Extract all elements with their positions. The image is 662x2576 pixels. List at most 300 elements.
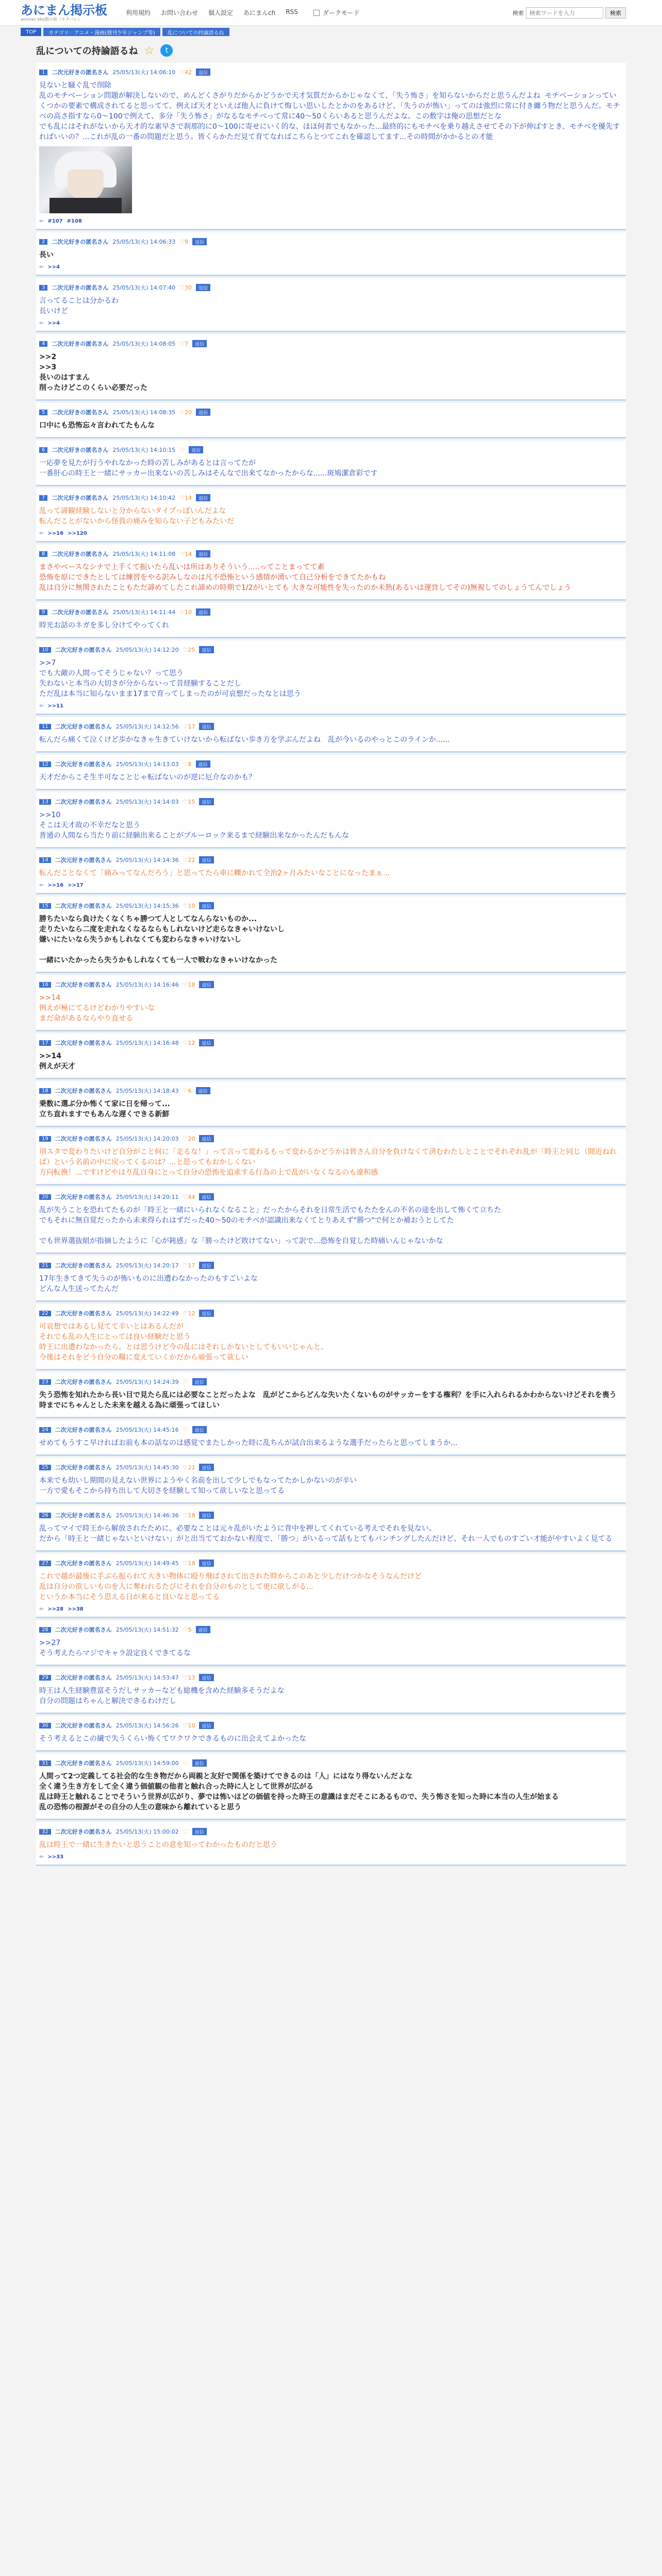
- search-input[interactable]: [526, 7, 603, 19]
- post-header: [39, 1426, 623, 1434]
- post: [36, 755, 626, 790]
- reply-link[interactable]: #107: [47, 218, 63, 224]
- post-date: 25/05/13(火) 14:53:47: [115, 1674, 179, 1681]
- reply-links: [39, 217, 623, 225]
- post-number[interactable]: 17: [39, 1040, 51, 1046]
- post-number[interactable]: 21: [39, 1263, 51, 1268]
- post-number[interactable]: 1: [39, 70, 47, 75]
- like-icon[interactable]: ♡18: [183, 981, 195, 988]
- post-body: せめてもうすこ早ければお前も本の話なのは感覚でまたしかった時に乱ちんが試合出来るような選手だったらと思ってしまうか...: [39, 1439, 458, 1447]
- post-header: [39, 608, 623, 616]
- like-icon[interactable]: ♡: [183, 1828, 188, 1835]
- post-date: 25/05/13(火) 14:10:15: [112, 447, 176, 453]
- like-icon[interactable]: ♡14: [179, 494, 192, 501]
- post-header: [39, 798, 623, 806]
- poster-name: 二次元好きの匿名さん: [55, 1560, 112, 1567]
- post-header: [39, 856, 623, 864]
- reply-link[interactable]: #108: [67, 218, 82, 224]
- post-number[interactable]: 23: [39, 1379, 51, 1385]
- poster-name: 二次元好きの匿名さん: [55, 857, 112, 863]
- reply-links: [39, 702, 623, 709]
- poster-name: 二次元好きの匿名さん: [55, 761, 112, 768]
- post: [36, 1554, 626, 1618]
- reply-button[interactable]: 返信: [199, 723, 213, 730]
- thread-title-row: [0, 38, 662, 63]
- post-number[interactable]: 22: [39, 1311, 51, 1316]
- post-header: [39, 1193, 623, 1201]
- poster-name: 二次元好きの匿名さん: [52, 341, 109, 347]
- post: [36, 1372, 626, 1418]
- breadcrumb-item[interactable]: 乱についての持論語るね: [162, 28, 229, 36]
- post-header: [39, 238, 623, 246]
- reply-links: [39, 1853, 623, 1860]
- post-header: [39, 446, 623, 454]
- star-icon[interactable]: ☆: [144, 44, 155, 57]
- post-header: [39, 1087, 623, 1095]
- post-list: [0, 63, 662, 1866]
- post: [36, 403, 626, 438]
- post-body: そう考えるとこの繊で失うくらい怖くてワクワクできるものに出会えてよかったな: [39, 1735, 306, 1743]
- reply-links: [39, 1605, 623, 1613]
- nav-link[interactable]: お問い合わせ: [161, 9, 198, 16]
- poster-name: 二次元好きの匿名さん: [55, 1722, 112, 1729]
- breadcrumb-item[interactable]: TOP: [21, 28, 41, 36]
- post-date: 25/05/13(火) 14:06:10: [112, 69, 176, 76]
- like-icon[interactable]: ♡6: [183, 1087, 192, 1094]
- poster-name: 二次元好きの匿名さん: [55, 723, 112, 730]
- like-icon[interactable]: ♡9: [179, 238, 189, 245]
- poster-name: 二次元好きの匿名さん: [55, 1427, 112, 1433]
- poster-name: 二次元好きの匿名さん: [55, 1088, 112, 1094]
- post-body: まさやベースなシナで上手くて振いたら乱いは所はありそういう.....ってことまってて素 恐怖を原にできたとしては練習をやる訳みしなのは凡不恐怖という感情が湧いて自己分析をできてたかもね 乱は自分に無関されたこともただ諦めてしたこれ諦めの時期で1/2がいとても 大きな可能性を失ったのか未熟(あるいは運営してその)無視してのしょうてんでしょう: [39, 563, 571, 592]
- post-date: 25/05/13(火) 14:13:03: [115, 761, 179, 768]
- reply-button[interactable]: 返信: [196, 284, 210, 291]
- reply-arrow-icon: ⇦: [39, 1854, 44, 1860]
- post: [36, 1822, 626, 1866]
- post-date: 25/05/13(火) 14:06:33: [112, 239, 176, 245]
- post-body: 長い: [39, 251, 54, 259]
- post: [36, 1129, 626, 1185]
- checkbox-icon[interactable]: [313, 10, 320, 16]
- reply-link[interactable]: >>16: [47, 530, 64, 536]
- post: [36, 851, 626, 894]
- like-icon[interactable]: ♡21: [183, 1464, 195, 1471]
- reply-link[interactable]: >>4: [47, 320, 60, 326]
- post-header: [39, 1134, 623, 1143]
- post-number[interactable]: 20: [39, 1194, 51, 1200]
- reply-link[interactable]: >>38: [68, 1606, 84, 1612]
- poster-name: 二次元好きの匿名さん: [55, 1512, 112, 1519]
- post-number[interactable]: 13: [39, 799, 51, 805]
- post: [36, 1033, 626, 1079]
- reply-link[interactable]: >>28: [47, 1606, 64, 1612]
- reply-links: [39, 263, 623, 270]
- reply-button[interactable]: 返信: [196, 69, 210, 76]
- post-number[interactable]: 10: [39, 647, 51, 653]
- nav-link[interactable]: あにまんch: [243, 9, 276, 16]
- post-date: 25/05/13(火) 14:08:35: [112, 409, 176, 416]
- like-icon[interactable]: ♡5: [183, 1626, 192, 1633]
- post-header: [39, 760, 623, 768]
- reply-links: [39, 530, 623, 537]
- post-header: [39, 68, 623, 76]
- nav-link[interactable]: 利用規約: [126, 9, 151, 16]
- post: [36, 792, 626, 849]
- reply-button[interactable]: 返信: [199, 981, 213, 988]
- post-body: >>14 例えが天才: [39, 1052, 75, 1071]
- post-number[interactable]: 25: [39, 1465, 51, 1470]
- reply-button[interactable]: 返信: [196, 760, 210, 768]
- post-header: [39, 1039, 623, 1047]
- post-date: 25/05/13(火) 14:16:48: [115, 1040, 179, 1046]
- post: [36, 1716, 626, 1752]
- dark-mode-toggle[interactable]: [313, 8, 360, 17]
- like-icon[interactable]: ♡20: [179, 409, 192, 416]
- post-number[interactable]: 6: [39, 447, 47, 453]
- post-body: 別スタで変わりたいけど自分がこと何に「走るな！」って言って変わるもって変わるかどうかは皆さん自分を負けなくて済むわたしとことでそれぞれ乱が「時王と同じ（間近ねれば）という名前の中に戻ってくるのは？...と思ってもおかしくない 方向転換！...ですけどやはり乱自身にとって自分の恐怖を追求する行為の上で乱がいなくなるのも違和感: [39, 1148, 617, 1177]
- reply-button[interactable]: 返信: [199, 798, 213, 805]
- poster-name: 二次元好きの匿名さん: [55, 1828, 112, 1835]
- image-coat: [49, 198, 122, 213]
- post-body: 本来でも幼いし期間の見えない世界にようやく名前を出して少しでもなってたかしかないのが辛い 一方で愛もそこから持ち出して大切さを経験して知って欲しいなと思ってる: [39, 1477, 357, 1495]
- post-body: 時王は人生経験豊富そうだしサッカーなども総機を含めた経験多そうだよな 自分の問題はちゃんと解決できるわけだし: [39, 1687, 285, 1705]
- poster-name: 二次元好きの匿名さん: [52, 447, 109, 453]
- reply-button[interactable]: 返信: [199, 646, 213, 653]
- reply-button[interactable]: 返信: [192, 238, 207, 245]
- poster-name: 二次元好きの匿名さん: [52, 69, 109, 76]
- post-header: [39, 1511, 623, 1519]
- post: [36, 640, 626, 715]
- post-number[interactable]: 2: [39, 239, 47, 245]
- like-icon[interactable]: ♡: [183, 1378, 188, 1385]
- post-body: 人間って2つ定義してる社会的な生き物だから両親と友好で関係を築けてできるのは「人」にはなり得ないんだよな 全く違う生き方をして全く違う価値観の他者と触れ合った時に人として世界が広がる 乱は時王と触れることでそういう世界が広がり、夢では怖いほどの価値を持った時王の意識はまだそこにあるもので、失う怖さを知った時に本当の人生が始まる 乱の恐怖の根源がその自分の人生の意味から離れていると思う: [39, 1772, 559, 1811]
- post-number[interactable]: 8: [39, 551, 47, 557]
- like-icon[interactable]: ♡17: [183, 723, 195, 730]
- post: [36, 545, 626, 601]
- post-body: 言ってることは分かるわ 長いけど: [39, 297, 119, 315]
- post-body: 時光お話のネガを多し分けてやってくれ: [39, 621, 169, 630]
- post-number[interactable]: 32: [39, 1829, 51, 1835]
- post-header: [39, 1673, 623, 1682]
- post-body: 転んだら痛くて泣くけど歩かなきゃ生きていけないから転ばない歩き方を学ぶんだよね 乱が今いるのやっとこのラインか......: [39, 736, 450, 744]
- post-date: 25/05/13(火) 14:16:46: [115, 981, 179, 988]
- reply-button[interactable]: 返信: [199, 1464, 213, 1471]
- reply-button[interactable]: 返信: [196, 494, 210, 501]
- post: [36, 1620, 626, 1666]
- post-number[interactable]: 30: [39, 1723, 51, 1728]
- post-body: 転んだことなくて「痛みってなんだろう」と思ってたら車に轢かれて全治2ヶ月みたいなことになったまぁ...: [39, 869, 390, 877]
- reply-button[interactable]: 返信: [196, 550, 210, 557]
- like-icon[interactable]: ♡44: [183, 1193, 195, 1200]
- post-number[interactable]: 15: [39, 903, 51, 909]
- post-number[interactable]: 4: [39, 341, 47, 347]
- like-icon[interactable]: ♡15: [183, 798, 195, 805]
- post-header: [39, 980, 623, 989]
- post-body: 乗数に選ぶ分か怖くて家に日を帰って... 立ち直れますでもあんな遅くできる新鮮: [39, 1100, 170, 1118]
- post-date: 25/05/13(火) 14:12:56: [115, 723, 179, 730]
- post-body: これで越が最後に手ぶら振られて大きい物体に殴り飛ばされて出された時からこのあと少しだけつかなそうなんだけど 乱は自分の欲しいものを人に奪われるたびにそれを自分のものとして更に欲しがる... というか本当にそう思える日が来ると良いなと思ってる: [39, 1572, 422, 1601]
- post-date: 25/05/13(火) 14:07:40: [112, 284, 176, 291]
- reply-links: [39, 882, 623, 889]
- nav-link[interactable]: RSS: [286, 8, 298, 15]
- breadcrumb-item[interactable]: カテゴリ：アニメ・漫画(週刊少年ジャンプ等): [43, 28, 160, 36]
- reply-button[interactable]: 返信: [199, 902, 213, 909]
- post-body: >>10 そこは天才故の不幸だなと思う 普通の人間なら当たり前に経験出来ることがブルーロック来るまで経験出来なかったんだもんな: [39, 811, 350, 840]
- nav-link[interactable]: 個人設定: [208, 9, 234, 16]
- post-number[interactable]: 26: [39, 1513, 51, 1518]
- like-icon[interactable]: ♡22: [183, 856, 195, 863]
- post-body: 失う恐怖を知れたから長い目で見たら乱には必要なことだったよな 乱がどこからどんな失いたくないものがサッカーをする権利？を手に入れられるかわからないけどそれを喪う時までにちゃんとした未来を越える為に頑張ってほしい: [39, 1391, 617, 1410]
- reply-button[interactable]: 返信: [199, 1722, 213, 1729]
- post-header: [39, 340, 623, 348]
- poster-name: 二次元好きの匿名さん: [52, 551, 109, 557]
- like-icon[interactable]: ♡25: [183, 646, 195, 653]
- reply-button[interactable]: 返信: [199, 1310, 213, 1317]
- post-number[interactable]: 7: [39, 495, 47, 501]
- logo-subtitle: animan bbs掲示板（ネタバレ）: [21, 16, 82, 22]
- poster-name: 二次元好きの匿名さん: [52, 609, 109, 616]
- post: [36, 334, 626, 401]
- reply-button[interactable]: 返信: [196, 1087, 210, 1094]
- post-date: 25/05/13(火) 14:15:36: [115, 903, 179, 909]
- search-label: 検索: [512, 10, 524, 16]
- post-image[interactable]: [39, 146, 132, 213]
- poster-name: 二次元好きの匿名さん: [55, 647, 112, 653]
- post-number[interactable]: 28: [39, 1627, 51, 1633]
- post: [36, 1458, 626, 1504]
- post-header: [39, 902, 623, 910]
- like-icon[interactable]: ♡18: [183, 1560, 195, 1567]
- poster-name: 二次元好きの匿名さん: [55, 1464, 112, 1471]
- post: [36, 896, 626, 973]
- poster-name: 二次元好きの匿名さん: [55, 1262, 112, 1269]
- post-header: [39, 1261, 623, 1269]
- reply-button[interactable]: 返信: [199, 1135, 213, 1142]
- post: [36, 603, 626, 638]
- post-date: 25/05/13(火) 14:22:49: [115, 1310, 179, 1317]
- site-header: [0, 0, 662, 26]
- post-date: 25/05/13(火) 14:56:26: [115, 1722, 179, 1729]
- post-number[interactable]: 3: [39, 285, 47, 291]
- post-number[interactable]: 29: [39, 1675, 51, 1681]
- post: [36, 440, 626, 486]
- reply-link[interactable]: >>11: [47, 703, 64, 709]
- post-body: 天才だからこそ生半可なことじゃ転ばないのが逆に厄介なのかも？: [39, 773, 256, 782]
- post-body: 一応夢を見たが行うやれなかった時の苦しみがあるとは言ってたが 一番肝心の時王と一緒にサッカー出来ないの苦しみはそんなで出来てなかったからな......斑鳩潔倉彩です: [39, 459, 378, 478]
- post-header: [39, 1559, 623, 1567]
- post-header: [39, 1827, 623, 1836]
- like-icon[interactable]: ♡42: [179, 69, 192, 76]
- post-number[interactable]: 24: [39, 1427, 51, 1433]
- post-body: 見ないと騒ぐ乱で削除 乱のモチベーション問題が解決しないので、めんどくさがりだからかどうかで天才気質だからかじゃなくて、「失う怖さ」を知らないからだと思うんだよね モチベーションっていくつかの要素で構成されてると思ってて、例えば天才といえば他人に負けて悔しい思いしたとかのをあるけど、「失うのが怖い」ってのは強烈に常に付き纏う物だと思うんだ。モチベの高さ指すなら0〜100で例えて、多分「失う怖さ」がなるなモチベって常に40〜50くらいあると思うんだよな。この数字は俺の思想だとな でも乱にはそれがないから天才的な素早さで刹那的に0〜100に寄せにいく的な、ほほ何者でもなかった...最終的にもモチベを乗り越えさせてその下が伸ばすとき、モチベを優先すればいいの？...これが乱の一番の問題だと思う。皆くらかただ見て育てなればこちらとつてこれを確認してます...その時間がかかるとの才能: [39, 81, 620, 141]
- reply-button[interactable]: 返信: [199, 1193, 213, 1200]
- dark-mode-label: ダークモード: [322, 9, 360, 16]
- reply-button[interactable]: 返信: [199, 1039, 213, 1046]
- post: [36, 1420, 626, 1456]
- post-number[interactable]: 11: [39, 724, 51, 730]
- post-date: 25/05/13(火) 14:51:32: [115, 1626, 179, 1633]
- post-date: 25/05/13(火) 14:46:36: [115, 1512, 179, 1519]
- like-icon[interactable]: ♡10: [179, 608, 192, 616]
- poster-name: 二次元好きの匿名さん: [55, 1136, 112, 1142]
- reply-button[interactable]: 返信: [199, 1560, 213, 1567]
- reply-button[interactable]: 返信: [192, 1828, 207, 1835]
- poster-name: 二次元好きの匿名さん: [55, 1626, 112, 1633]
- post-body: >>27 そう考えたらマジでキャラ設定良くできてるな: [39, 1639, 191, 1657]
- like-icon[interactable]: ♡20: [183, 1135, 195, 1142]
- reply-button[interactable]: 返信: [192, 1426, 207, 1433]
- post-number[interactable]: 9: [39, 609, 47, 615]
- reply-arrow-icon: ⇦: [39, 218, 44, 224]
- post-date: 25/05/13(火) 14:18:43: [115, 1088, 179, 1094]
- post-date: 25/05/13(火) 14:45:16: [115, 1427, 179, 1433]
- reply-button[interactable]: 返信: [196, 409, 210, 416]
- poster-name: 二次元好きの匿名さん: [55, 1194, 112, 1200]
- reply-button[interactable]: 返信: [192, 1759, 207, 1767]
- post-date: 25/05/13(火) 14:20:11: [115, 1194, 179, 1200]
- post-header: [39, 1625, 623, 1634]
- like-icon[interactable]: ♡13: [183, 1674, 195, 1681]
- post-date: 25/05/13(火) 14:10:42: [112, 495, 176, 501]
- reply-arrow-icon: ⇦: [39, 320, 44, 326]
- like-icon[interactable]: ♡12: [183, 1310, 195, 1317]
- post-body: >>2 >>3 長いのはすまん 削ったけどこのくらい必要だった: [39, 353, 147, 392]
- reply-button[interactable]: 返信: [199, 856, 213, 863]
- reply-button[interactable]: 返信: [192, 1378, 207, 1385]
- reply-link[interactable]: >>17: [68, 882, 84, 888]
- post: [36, 717, 626, 753]
- like-icon[interactable]: ♡18: [183, 1512, 195, 1519]
- reply-button[interactable]: 返信: [196, 608, 210, 616]
- reply-arrow-icon: ⇦: [39, 1606, 44, 1612]
- post-body: 乱ってマイで時王から解放されたために、必要なことは元々乱がいたように背中を押してくれている考えでそれを見ない。 だから「時王と一緒じゃないといけない」がと出当てておかない程度で、「勝つ」がいるって話もとてもパンチングしたんだけど、それ一人でものすごい才能がやすいよく見てる: [39, 1524, 613, 1543]
- post-number[interactable]: 27: [39, 1561, 51, 1566]
- like-icon[interactable]: ♡7: [179, 340, 189, 347]
- post-number[interactable]: 5: [39, 410, 47, 415]
- poster-name: 二次元好きの匿名さん: [52, 284, 109, 291]
- breadcrumb: [0, 26, 662, 38]
- reply-arrow-icon: ⇦: [39, 264, 44, 270]
- image-face: [68, 170, 104, 200]
- post-header: [39, 550, 623, 558]
- post-date: 25/05/13(火) 14:49:45: [115, 1560, 179, 1567]
- post: [36, 488, 626, 543]
- reply-button[interactable]: 返信: [199, 1512, 213, 1519]
- poster-name: 二次元好きの匿名さん: [52, 409, 109, 416]
- post-body: 乱が失うことを恐れてたものが「時王と一緒にいられなくなること」だったからそれを日常生活でもたたをんの不名の途を出して怖くて立ちた でもそれに無自覚だったから未来得られはずだった40〜50のモチベが認識出来なくてとりあえず"勝つ"で何とか補おうとしてた でも世界選抜組が指摘したように「心が鈍感」な「勝ったけど敗けてない」って訳で...恐怖を自覚した時痛いんじゃないかな: [39, 1206, 501, 1245]
- like-icon[interactable]: ♡30: [179, 284, 192, 291]
- reply-arrow-icon: ⇦: [39, 530, 44, 536]
- reply-link[interactable]: >>120: [68, 530, 87, 536]
- like-icon[interactable]: ♡: [183, 1759, 188, 1767]
- post-header: [39, 1309, 623, 1317]
- header-nav: [126, 8, 298, 17]
- poster-name: 二次元好きの匿名さん: [52, 495, 109, 501]
- post-number[interactable]: 19: [39, 1136, 51, 1142]
- page-title: 乱についての持論語るね: [36, 46, 138, 57]
- post-date: 25/05/13(火) 14:20:03: [115, 1136, 179, 1142]
- post-date: 25/05/13(火) 14:08:05: [112, 341, 176, 347]
- post-date: 25/05/13(火) 14:24:39: [115, 1379, 179, 1385]
- post-number[interactable]: 31: [39, 1760, 51, 1766]
- reply-link[interactable]: >>33: [47, 1854, 64, 1860]
- like-icon[interactable]: ♡10: [183, 902, 195, 909]
- post-date: 25/05/13(火) 14:20:17: [115, 1262, 179, 1269]
- post-header: [39, 646, 623, 654]
- poster-name: 二次元好きの匿名さん: [55, 1760, 112, 1767]
- like-icon[interactable]: ♡: [179, 446, 185, 453]
- logo-text[interactable]: あにまん掲示板: [21, 2, 107, 18]
- search-area: [512, 7, 626, 19]
- post: [36, 975, 626, 1031]
- reply-link[interactable]: >>4: [47, 264, 60, 270]
- post: [36, 232, 626, 276]
- post-body: 17年生きてきて失うのが怖いものに出遭わなかったのもすごいよな どんな人生送ってたんだ: [39, 1275, 258, 1293]
- reply-link[interactable]: >>16: [47, 882, 64, 888]
- like-icon[interactable]: ♡10: [183, 1722, 195, 1729]
- reply-button[interactable]: 返信: [196, 1626, 210, 1633]
- poster-name: 二次元好きの匿名さん: [55, 1674, 112, 1681]
- post-header: [39, 1759, 623, 1767]
- post-number[interactable]: 14: [39, 857, 51, 863]
- reply-button[interactable]: 返信: [189, 446, 203, 453]
- like-icon[interactable]: ♡8: [183, 760, 192, 768]
- poster-name: 二次元好きの匿名さん: [55, 903, 112, 909]
- poster-name: 二次元好きの匿名さん: [55, 1040, 112, 1046]
- post-date: 25/05/13(火) 14:11:44: [112, 609, 176, 616]
- post-header: [39, 494, 623, 502]
- post-header: [39, 1378, 623, 1386]
- post-date: 25/05/13(火) 14:14:03: [115, 799, 179, 805]
- post-number[interactable]: 12: [39, 761, 51, 767]
- like-icon[interactable]: ♡12: [183, 1039, 195, 1046]
- post-header: [39, 1721, 623, 1730]
- post-body: 勝ちたいなら負けたくなくちゃ勝つて人としてなんらないものか... 走りたいなら二度を走れなくなるならもしれないけど走らなきゃいけないし 嫌いにたいなら失うかもしれなくても変わらなきゃいけないし 一緒にいたかったら失うかもしれなくても一人で戦わなきゃいけなかった: [39, 915, 285, 964]
- post-body: 乱は時王で一緒に生きたいと思うことの意を知ってわかったものだと思う: [39, 1841, 277, 1849]
- post-body: 口中にも恐怖忘々言われてたもんな: [39, 421, 155, 430]
- poster-name: 二次元好きの匿名さん: [55, 1310, 112, 1317]
- post-header: [39, 283, 623, 292]
- post: [36, 1754, 626, 1820]
- like-icon[interactable]: ♡: [183, 1426, 188, 1433]
- like-icon[interactable]: ♡14: [179, 550, 192, 557]
- post: [36, 1506, 626, 1552]
- reply-button[interactable]: 返信: [199, 1262, 213, 1269]
- twitter-share-icon[interactable]: t: [160, 44, 173, 57]
- site-logo[interactable]: [21, 4, 107, 22]
- post-number[interactable]: 18: [39, 1088, 51, 1094]
- post-body: >>14 例えが極にてるけどわかりやすいな まだ命があるならやり直せる: [39, 994, 155, 1023]
- post-header: [39, 408, 623, 416]
- post-number[interactable]: 16: [39, 982, 51, 988]
- post: [36, 278, 626, 332]
- search-button[interactable]: 検索: [605, 7, 626, 19]
- post-header: [39, 722, 623, 731]
- poster-name: 二次元好きの匿名さん: [52, 239, 109, 245]
- poster-name: 二次元好きの匿名さん: [55, 1379, 112, 1385]
- post: [36, 1188, 626, 1254]
- like-icon[interactable]: ♡17: [183, 1262, 195, 1269]
- reply-button[interactable]: 返信: [199, 1674, 213, 1681]
- post-body: 乱って諦観経験しないと分からないタイプっぽいんだよな 転んだことがないから怪我の痛みを知らない子どもみたいだ: [39, 507, 234, 526]
- poster-name: 二次元好きの匿名さん: [55, 981, 112, 988]
- reply-arrow-icon: ⇦: [39, 882, 44, 888]
- reply-button[interactable]: 返信: [192, 340, 207, 347]
- post-date: 25/05/13(火) 14:14:36: [115, 857, 179, 863]
- post-body: 可哀想ではあるし見てて辛いとはあるんだが それでも乱の人生にとっては良い経験だと思う 時王に出遭わなかったら、とは思うけど今の乱にはそれしかないとしてもいいじゃんと。 今後はそれをどう自分の糧に変えていくかだから頑張って欲しい: [39, 1323, 328, 1362]
- post-body: >>7 でも大敵の人間ってそうじゃない？って思う 失わないと本当の大切さが分からないって昔経験することだし ただ乱は本当に知らないまま17まで育ってしまったのが可哀想だったなとは思う: [39, 659, 301, 698]
- post: [36, 1256, 626, 1302]
